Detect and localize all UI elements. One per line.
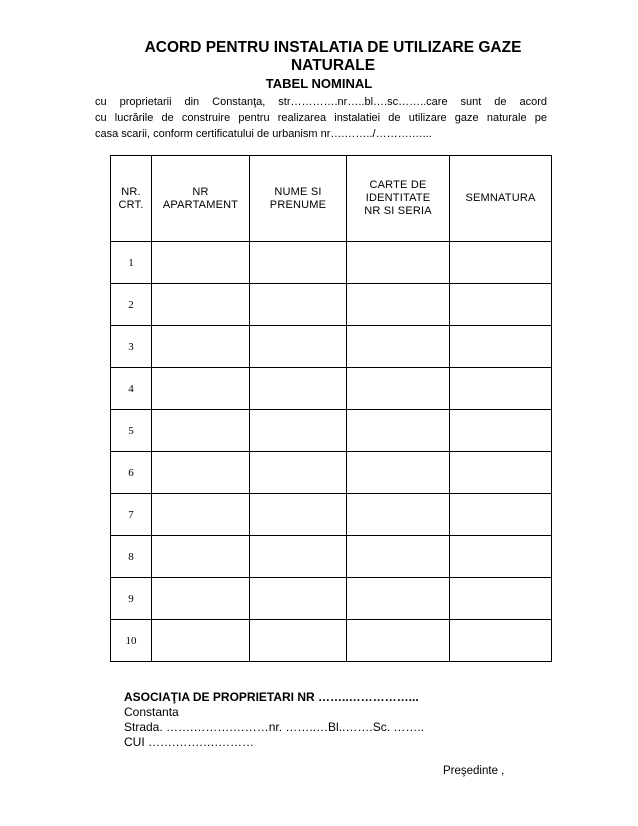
row-number: 4 bbox=[111, 368, 152, 410]
association-block bbox=[124, 690, 424, 750]
title-line-2: NATURALE bbox=[290, 57, 376, 74]
intro-line-3: casa scarii, conform certificatului de urbanism nr….……../……….…... bbox=[95, 128, 432, 140]
id-card-cell[interactable] bbox=[347, 536, 450, 578]
header-nr-apartament: NR APARTAMENT bbox=[152, 156, 250, 242]
name-cell[interactable] bbox=[250, 452, 347, 494]
id-card-cell[interactable] bbox=[347, 326, 450, 368]
table-row bbox=[111, 578, 552, 620]
id-card-cell[interactable] bbox=[347, 620, 450, 662]
id-card-cell[interactable] bbox=[347, 578, 450, 620]
id-card-cell[interactable] bbox=[347, 242, 450, 284]
apartment-cell[interactable] bbox=[152, 284, 250, 326]
table-row bbox=[111, 452, 552, 494]
intro-paragraph bbox=[95, 94, 547, 142]
name-cell[interactable] bbox=[250, 494, 347, 536]
signature-cell[interactable] bbox=[450, 242, 552, 284]
name-cell[interactable] bbox=[250, 242, 347, 284]
president-signature-label: Preşedinte , bbox=[443, 765, 505, 777]
row-number: 2 bbox=[111, 284, 152, 326]
title-line-1: ACORD PENTRU INSTALATIA DE UTILIZARE GAZE bbox=[144, 39, 522, 56]
row-number: 6 bbox=[111, 452, 152, 494]
header-semnatura: SEMNATURA bbox=[450, 156, 552, 242]
row-number: 9 bbox=[111, 578, 152, 620]
row-number: 10 bbox=[111, 620, 152, 662]
name-cell[interactable] bbox=[250, 326, 347, 368]
name-cell[interactable] bbox=[250, 536, 347, 578]
document-title bbox=[100, 39, 566, 75]
id-card-cell[interactable] bbox=[347, 368, 450, 410]
row-number: 1 bbox=[111, 242, 152, 284]
id-card-cell[interactable] bbox=[347, 494, 450, 536]
intro-line-1: cu proprietarii din Constanţa, str………….nr…..bl….sc……..care sunt de acord bbox=[95, 96, 547, 108]
table-row bbox=[111, 494, 552, 536]
header-nr-crt: NR. CRT. bbox=[111, 156, 152, 242]
table-row bbox=[111, 536, 552, 578]
signature-cell[interactable] bbox=[450, 326, 552, 368]
apartment-cell[interactable] bbox=[152, 242, 250, 284]
association-name: ASOCIAŢIA DE PROPRIETARI NR ……..……………... bbox=[124, 690, 419, 704]
signature-cell[interactable] bbox=[450, 578, 552, 620]
table-row bbox=[111, 242, 552, 284]
name-cell[interactable] bbox=[250, 620, 347, 662]
apartment-cell[interactable] bbox=[152, 452, 250, 494]
row-number: 7 bbox=[111, 494, 152, 536]
nominal-table bbox=[110, 155, 552, 662]
apartment-cell[interactable] bbox=[152, 410, 250, 452]
name-cell[interactable] bbox=[250, 410, 347, 452]
intro-line-2: cu lucrările de construire pentru realizarea instalatiei de utilizare gaze naturale pe bbox=[95, 112, 547, 124]
association-street: Strada. …….……….………nr. ……..…Bl..…….Sc. …….. bbox=[124, 720, 425, 734]
id-card-cell[interactable] bbox=[347, 284, 450, 326]
apartment-cell[interactable] bbox=[152, 578, 250, 620]
signature-cell[interactable] bbox=[450, 494, 552, 536]
table-row bbox=[111, 410, 552, 452]
table-row bbox=[111, 326, 552, 368]
row-number: 5 bbox=[111, 410, 152, 452]
apartment-cell[interactable] bbox=[152, 536, 250, 578]
header-carte-identitate: CARTE DE IDENTITATE NR SI SERIA bbox=[347, 156, 450, 242]
apartment-cell[interactable] bbox=[152, 620, 250, 662]
table-header-row bbox=[111, 156, 552, 242]
name-cell[interactable] bbox=[250, 368, 347, 410]
table-row bbox=[111, 284, 552, 326]
apartment-cell[interactable] bbox=[152, 368, 250, 410]
row-number: 3 bbox=[111, 326, 152, 368]
signature-cell[interactable] bbox=[450, 368, 552, 410]
signature-cell[interactable] bbox=[450, 284, 552, 326]
signature-cell[interactable] bbox=[450, 536, 552, 578]
signature-cell[interactable] bbox=[450, 452, 552, 494]
table-row bbox=[111, 368, 552, 410]
signature-cell[interactable] bbox=[450, 410, 552, 452]
apartment-cell[interactable] bbox=[152, 326, 250, 368]
table-row bbox=[111, 620, 552, 662]
name-cell[interactable] bbox=[250, 578, 347, 620]
apartment-cell[interactable] bbox=[152, 494, 250, 536]
association-city: Constanta bbox=[124, 705, 179, 719]
id-card-cell[interactable] bbox=[347, 452, 450, 494]
association-cui: CUI …….…….….……… bbox=[124, 735, 255, 749]
table-subtitle: TABEL NOMINAL bbox=[265, 76, 373, 91]
id-card-cell[interactable] bbox=[347, 410, 450, 452]
row-number: 8 bbox=[111, 536, 152, 578]
name-cell[interactable] bbox=[250, 284, 347, 326]
signature-cell[interactable] bbox=[450, 620, 552, 662]
header-nume-prenume: NUME SI PRENUME bbox=[250, 156, 347, 242]
